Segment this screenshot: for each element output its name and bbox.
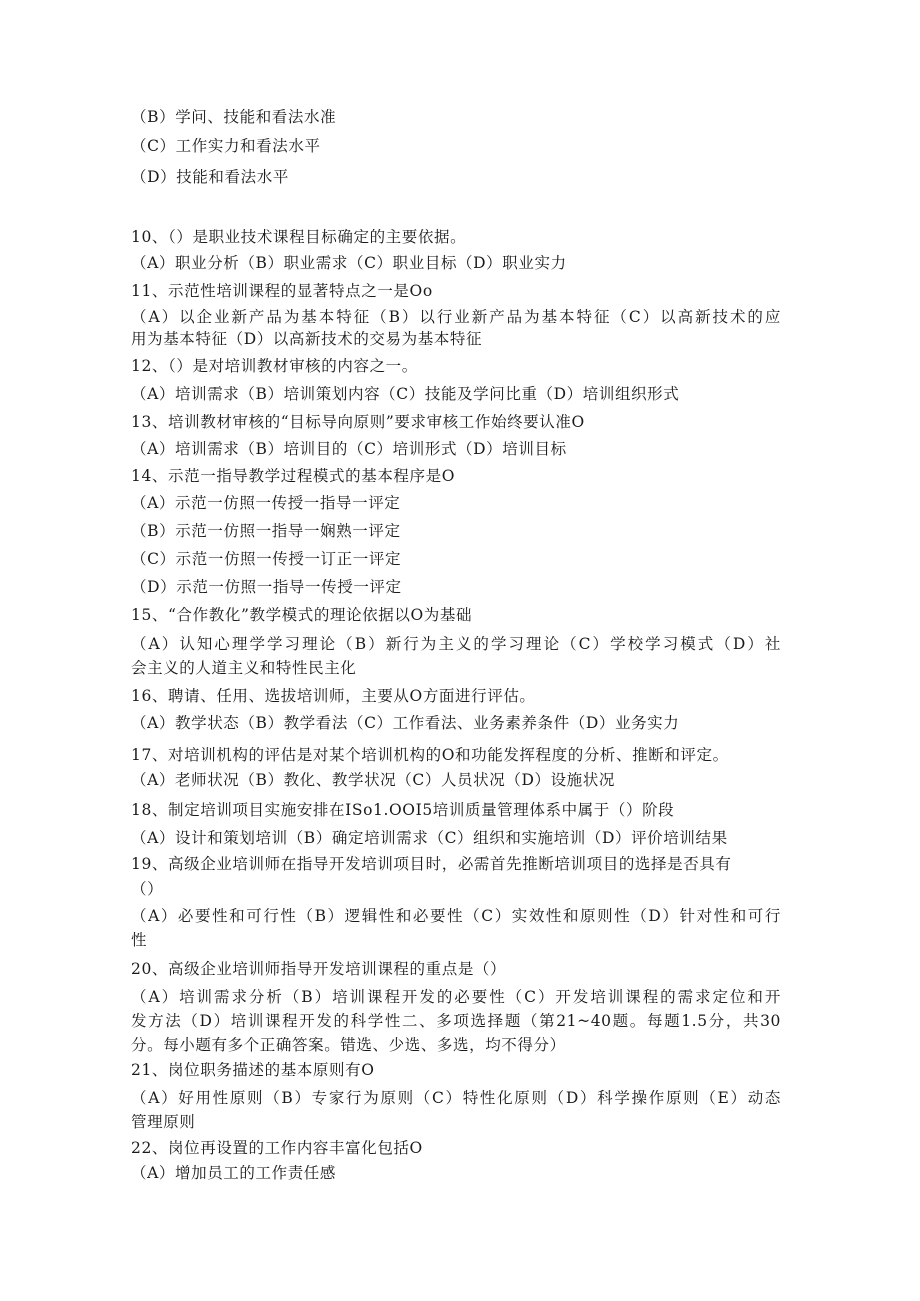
option-line: （A）培训需求（B）培训策划内容（C）技能及学问比重（D）培训组织形式 — [131, 385, 680, 403]
option-line: （A）职业分析（B）职业需求（C）职业目标（D）职业实力 — [131, 254, 567, 272]
question-line: 17、对培训机构的评估是对某个培训机构的O和功能发挥程度的分析、推断和评定。 — [131, 746, 729, 764]
question-line: 18、制定培训项目实施安排在ISo1.OOI5培训质量管理体系中属于（）阶段 — [131, 801, 675, 819]
option-line: （C）示范一仿照一传授一订正一评定 — [131, 550, 402, 568]
option-line: 会主义的人道主义和特性民主化 — [131, 659, 357, 677]
question-line: 11、示范性培训课程的显著特点之一是Oo — [131, 282, 433, 300]
option-line: （A）设计和策划培训（B）确定培训需求（C）组织和实施培训（D）评价培训结果 — [131, 829, 728, 847]
question-line: 21、岗位职务描述的基本原则有O — [131, 1061, 375, 1079]
question-line: 12、（）是对培训教材审核的内容之一。 — [131, 357, 418, 375]
question-line: 14、示范一指导教学过程模式的基本程序是O — [131, 467, 456, 485]
question-line: 22、岗位再设置的工作内容丰富化包括O — [131, 1139, 423, 1157]
option-line: （A）认知心理学学习理论（B）新行为主义的学习理论（C）学校学习模式（D）社 — [131, 635, 781, 653]
question-line: （） — [131, 880, 164, 898]
option-line: （B）学问、技能和看法水准 — [131, 108, 337, 126]
question-line: 20、高级企业培训师指导开发培训课程的重点是（） — [131, 960, 507, 978]
option-line: 管理原则 — [131, 1113, 196, 1131]
option-line: 发方法（D）培训课程开发的科学性二、多项选择题（第21~40题。每题1.5分，共30 — [131, 1012, 781, 1030]
option-line: 性 — [131, 931, 148, 949]
option-line: （A）增加员工的工作责任感 — [131, 1164, 336, 1182]
option-line: （D）示范一仿照一指导一传授一评定 — [131, 578, 402, 596]
option-line: （A）培训需求分析（B）培训课程开发的必要性（C）开发培训课程的需求定位和开 — [131, 988, 781, 1006]
option-line: （A）示范一仿照一传授一指导一评定 — [131, 494, 401, 512]
option-line: （C）工作实力和看法水平 — [131, 137, 321, 155]
option-line: （A）老师状况（B）教化、教学状况（C）人员状况（D）设施状况 — [131, 771, 615, 789]
section-note-line: 分。每小题有多个正确答案。错选、少选、多选，均不得分） — [131, 1036, 566, 1054]
option-line: （A）必要性和可行性（B）逻辑性和必要性（C）实效性和原则性（D）针对性和可行 — [131, 907, 781, 925]
question-line: 16、聘请、任用、选拔培训师，主要从O方面进行评估。 — [131, 687, 536, 705]
option-line: （D）技能和看法水平 — [131, 168, 289, 186]
question-line: 15、“合作教化”教学模式的理论依据以O为基础 — [131, 606, 473, 624]
option-line: （A）教学状态（B）教学看法（C）工作看法、业务素养条件（D）业务实力 — [131, 714, 680, 732]
option-line: （B）示范一仿照一指导一娴熟一评定 — [131, 522, 401, 540]
question-line: 10、（）是职业技术课程目标确定的主要依据。 — [131, 228, 467, 246]
option-line: （A）以企业新产品为基本特征（B）以行业新产品为基本特征（C）以高新技术的应 — [131, 308, 781, 326]
question-line: 13、培训教材审核的“目标导向原则”要求审核工作始终要认准O — [131, 413, 585, 431]
option-line: （A）培训需求（B）培训目的（C）培训形式（D）培训目标 — [131, 440, 567, 458]
question-line: 19、高级企业培训师在指导开发培训项目时，必需首先推断培训项目的选择是否具有 — [131, 855, 732, 873]
option-line: （A）好用性原则（B）专家行为原则（C）特性化原则（D）科学操作原则（E）动态 — [131, 1089, 781, 1107]
option-line: 用为基本特征（D）以高新技术的交易为基本特征 — [131, 330, 483, 348]
